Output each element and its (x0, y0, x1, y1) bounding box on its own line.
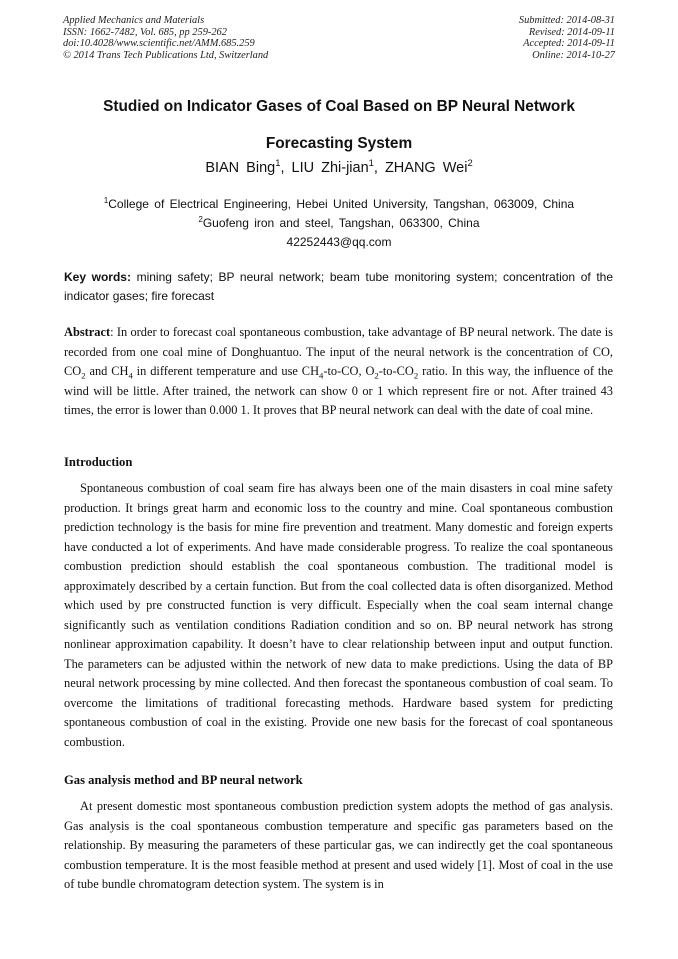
journal-issn: ISSN: 1662-7482, Vol. 685, pp 259-262 (63, 26, 227, 38)
abstract-text: -to-CO (378, 364, 414, 378)
author-email: 42252443@qq.com (286, 235, 392, 249)
abstract-text: -to-CO, O (323, 364, 375, 378)
affiliations (40, 195, 638, 252)
title-line-2: Forecasting System (265, 135, 413, 152)
affil-mark: 2 (198, 215, 203, 224)
subscript: 4 (319, 370, 324, 381)
abstract-text: in different temperature and use CH (132, 364, 320, 378)
subscript: 4 (128, 370, 133, 381)
keywords-label: Key words: (64, 270, 131, 284)
affiliation-1 (40, 195, 638, 214)
paper-title (40, 88, 638, 162)
date-submitted: Submitted: 2014-08-31 (518, 15, 615, 26)
author-affil-mark: 1 (368, 157, 374, 169)
author-affil-mark: 1 (275, 157, 281, 169)
journal-name: Applied Mechanics and Materials (63, 15, 205, 26)
author-name: LIU Zhi-jian (291, 160, 369, 176)
journal-header (63, 15, 615, 61)
author-name: BIAN Bing (205, 160, 276, 176)
subscript: 2 (81, 370, 86, 381)
subscript: 2 (374, 370, 379, 381)
affiliation-text: Guofeng iron and steel, Tangshan, 063300, China (202, 216, 480, 230)
section-heading-introduction: Introduction (64, 455, 133, 469)
section-heading-gas-analysis: Gas analysis method and BP neural network (64, 773, 303, 787)
keywords (64, 268, 613, 306)
abstract-text: ratio. In this way, the influence of the wind will be little. After trained, the network can show 0 or 1 which represent fire or not. After trained 43 times, the error is lower than 0.000 1. It proves that BP neural network can deal with the date of coal mine. (64, 364, 614, 417)
affiliation-text: College of Electrical Engineering, Hebei United University, Tangshan, 063009, China (108, 197, 575, 211)
gas-analysis-paragraph: At present domestic most spontaneous combustion prediction system adopts the method of gas analysis. Gas analysis is the coal spontaneous combustion temperature and specific gas parameters based on the relationship. By measuring the parameters of these particular gas, we can indirectly get the coal spontaneous combustion temperature. It is the most feasible method at present and used widely [1]. Most of coal in the use of tube bundle chromatogram detection system. The system is in (64, 799, 613, 891)
affiliation-2 (40, 214, 638, 233)
date-accepted: Accepted: 2014-09-11 (523, 38, 615, 50)
abstract-label: Abstract (64, 325, 111, 339)
author-affil-mark: 2 (467, 157, 473, 169)
abstract (64, 323, 613, 421)
abstract-text: and CH (85, 364, 129, 378)
keywords-text: mining safety; BP neural network; beam tube monitoring system; concentration of the indicator gases; fire forecast (64, 270, 613, 303)
title-line-1: Studied on Indicator Gases of Coal Based on BP Neural Network (103, 98, 575, 115)
publication-dates (519, 15, 615, 61)
introduction-paragraph: Spontaneous combustion of coal seam fire has always been one of the main disasters in coal mine safety production. It brings great harm and economic loss to the country and mine. Coal spontaneous combustion prediction technology is the basis for mine fire prevention and treatment. Many domestic and foreign experts have conducted a lot of experiments. And have made considerable progress. To realize the coal spontaneous combustion prediction should establish the coal spontaneous combustion. The traditional model is approximately described by a certain function. But from the coal collected data is often disorganized. Method which used by pre constructed function is very difficult. Especially when the coal seam internal change significantly such as ventilation conditions Radiation condition and so on. BP neural network has strong nonlinear approximation capability. It doesn’t have to clear relationship between input and output function. The parameters can be adjusted within the network of new data to make predictions. Using the data of BP neural network processing by mine collected. And then forecast the spontaneous combustion of coal seam. To overcome the limitations of traditional forecasting methods. Hardware based system for predicting spontaneous combustion of coal in the existing. Provide one new basis for the forecast of coal spontaneous combustion. (64, 481, 613, 749)
date-revised: Revised: 2014-09-11 (528, 26, 615, 38)
date-online: Online: 2014-10-27 (532, 49, 615, 61)
affil-mark: 1 (103, 196, 109, 205)
journal-info (63, 15, 268, 61)
author-name: ZHANG Wei (384, 160, 468, 176)
journal-doi: doi:10.4028/www.scientific.net/AMM.685.259 (63, 38, 255, 50)
subscript: 2 (413, 370, 419, 381)
abstract-text: : In order to forecast coal spontaneous combustion, take advantage of BP neural network. The date is recorded from one coal mine of Donghuantuo. The input of the neural network is the concentration of CO, CO (64, 325, 613, 378)
journal-copyright: © 2014 Trans Tech Publications Ltd, Switzerland (63, 49, 269, 61)
author-list: BIAN Bing$^1$, LIU Zhi-jian$^1$, ZHANG Wei$^2$ (205, 157, 473, 176)
